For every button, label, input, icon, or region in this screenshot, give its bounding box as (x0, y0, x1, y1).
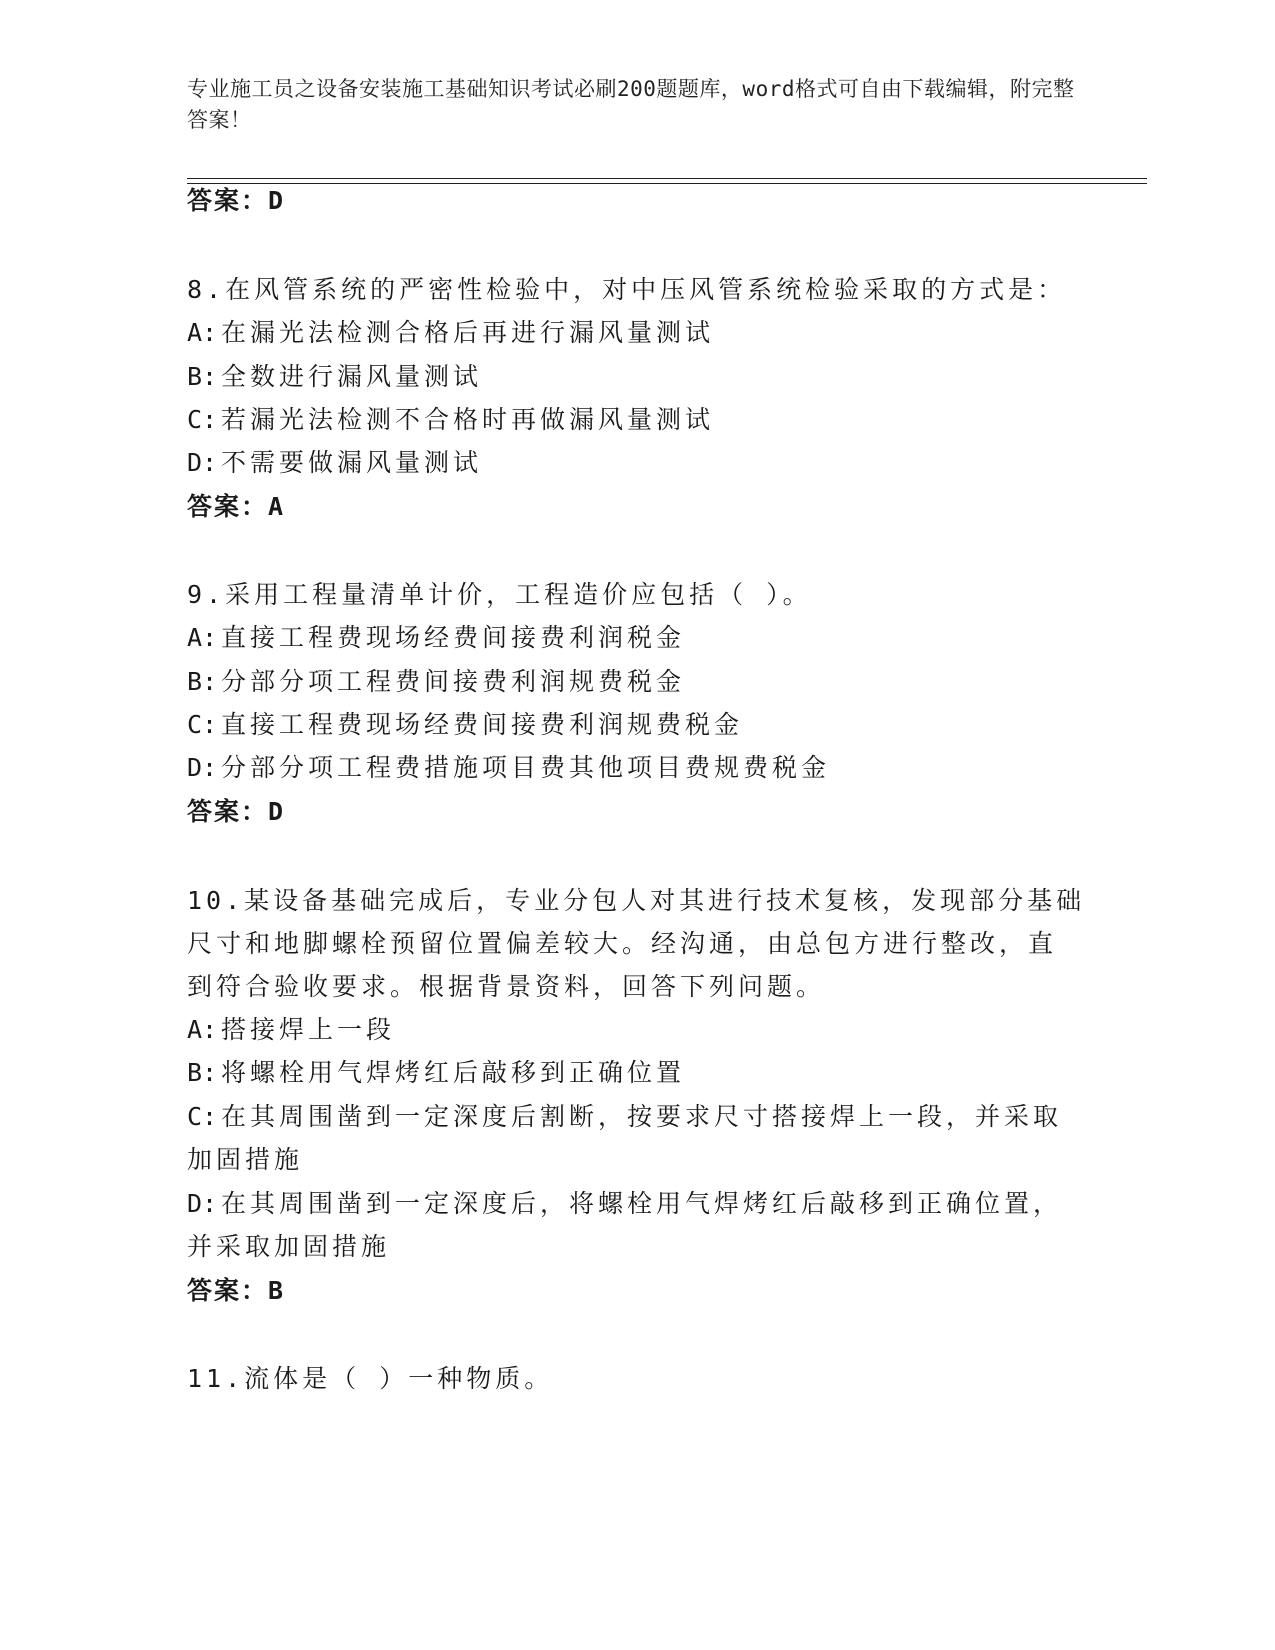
option-text: 在其周围凿到一定深度后割断，按要求尺寸搭接焊上一段，并采取 (221, 1102, 1063, 1131)
option-key: A: (187, 318, 218, 347)
option-d-continued: 并采取加固措施 (187, 1232, 391, 1261)
option-d (187, 753, 830, 783)
option-key: C: (187, 710, 218, 739)
option-text: 全数进行漏风量测试 (221, 362, 483, 391)
option-a (187, 623, 685, 653)
option-b (187, 362, 482, 392)
question-stem: 11.流体是（ ）一种物质。 (187, 1364, 554, 1393)
option-key: B: (187, 667, 218, 696)
option-c (187, 1102, 1062, 1132)
option-c-continued: 加固措施 (187, 1145, 304, 1174)
option-key: B: (187, 362, 218, 391)
question-stem: 9.采用工程量清单计价，工程造价应包括（ ）。 (187, 580, 812, 609)
option-text: 分部分项工程费措施项目费其他项目费规费税金 (221, 753, 831, 782)
option-text: 直接工程费现场经费间接费利润规费税金 (221, 710, 744, 739)
answer-line (187, 797, 285, 827)
answer-value: A (268, 492, 286, 521)
document-header: 专业施工员之设备安装施工基础知识考试必刷200题题库，word格式可自由下载编辑，附完整答案！ (187, 77, 1075, 132)
question-stem: 8.在风管系统的严密性检验中，对中压风管系统检验采取的方式是： (187, 275, 1067, 304)
option-text: 直接工程费现场经费间接费利润税金 (221, 623, 686, 652)
question-stem-continued: 尺寸和地脚螺栓预留位置偏差较大。经沟通，由总包方进行整改，直 (187, 929, 1058, 958)
answer-value: D (268, 186, 286, 215)
answer-label: 答案： (187, 1276, 269, 1305)
option-c (187, 405, 714, 435)
answer-label: 答案： (187, 797, 269, 826)
header-divider (187, 178, 1147, 179)
option-a (187, 1015, 395, 1045)
question-stem-continued: 到符合验收要求。根据背景资料，回答下列问题。 (187, 972, 826, 1001)
option-text: 分部分项工程费间接费利润规费税金 (221, 667, 686, 696)
option-c (187, 710, 743, 740)
option-key: D: (187, 1189, 218, 1218)
answer-line (187, 1276, 285, 1306)
option-key: A: (187, 1015, 218, 1044)
option-text: 在其周围凿到一定深度后，将螺栓用气焊烤红后敲移到正确位置， (221, 1189, 1063, 1218)
option-b (187, 1058, 685, 1088)
option-text: 搭接焊上一段 (221, 1015, 396, 1044)
header-divider-secondary (187, 183, 1147, 184)
option-text: 若漏光法检测不合格时再做漏风量测试 (221, 405, 715, 434)
answer-value: D (268, 797, 286, 826)
option-d (187, 1189, 1062, 1219)
answer-line (187, 186, 285, 216)
option-key: D: (187, 448, 218, 477)
option-d (187, 448, 482, 478)
option-key: A: (187, 623, 218, 652)
option-text: 在漏光法检测合格后再进行漏风量测试 (221, 318, 715, 347)
option-key: B: (187, 1058, 218, 1087)
option-key: C: (187, 1102, 218, 1131)
answer-label: 答案： (187, 186, 269, 215)
question-stem: 10.某设备基础完成后，专业分包人对其进行技术复核，发现部分基础 (187, 886, 1086, 915)
answer-label: 答案： (187, 492, 269, 521)
option-key: C: (187, 405, 218, 434)
option-key: D: (187, 753, 218, 782)
answer-line (187, 492, 285, 522)
option-b (187, 667, 685, 697)
answer-value: B (268, 1276, 286, 1305)
option-text: 不需要做漏风量测试 (221, 448, 483, 477)
option-a (187, 318, 714, 348)
option-text: 将螺栓用气焊烤红后敲移到正确位置 (221, 1058, 686, 1087)
